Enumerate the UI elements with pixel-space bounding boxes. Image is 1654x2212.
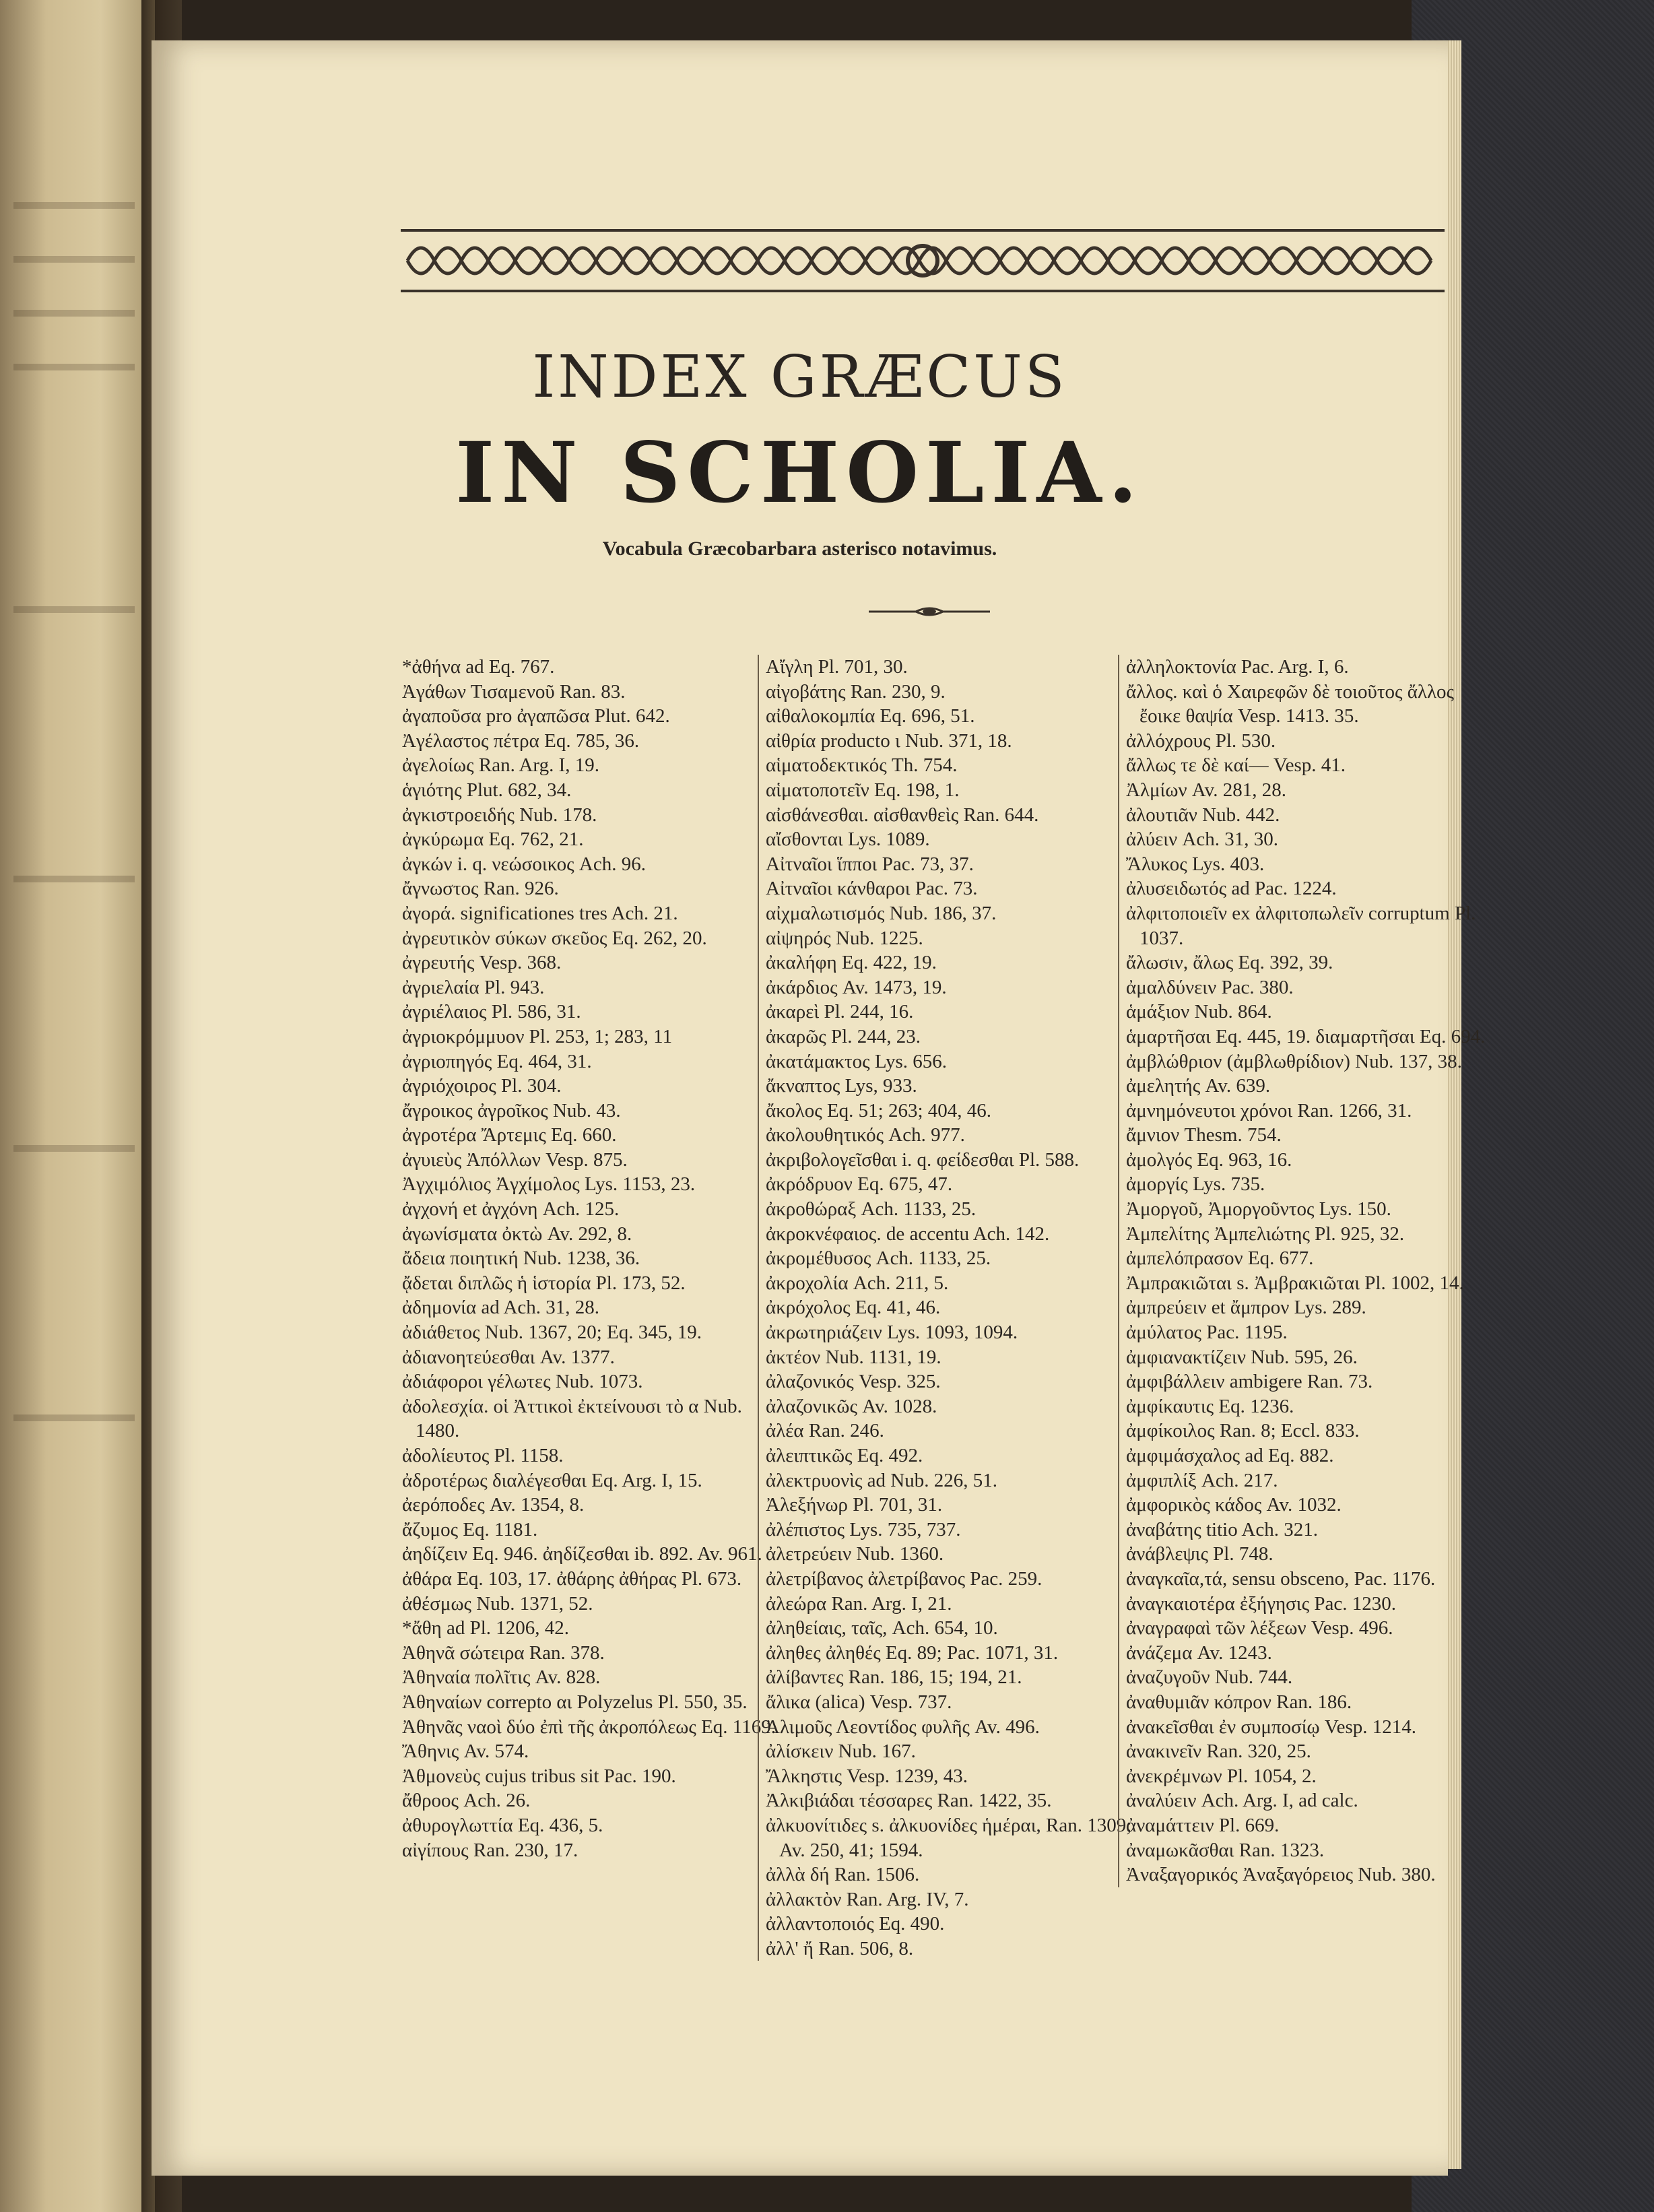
index-entry: ἀλφιτοποιεῖν ex ἀλφιτοπωλεῖν corruptum Pl. 1037.: [1126, 902, 1476, 949]
index-entry: ἀλλαντοποιός Eq. 490.: [766, 1913, 945, 1935]
index-entry: ἀγριέλαιος Pl. 586, 31.: [402, 1001, 581, 1023]
index-entry: ἄλικα (alica) Vesp. 737.: [766, 1691, 952, 1713]
index-entry: ἀερόποδες Av. 1354, 8.: [402, 1494, 585, 1516]
divider-ornament: [869, 604, 990, 620]
index-entry: ἀμελητής Av. 639.: [1126, 1075, 1271, 1097]
index-note: Vocabula Græcobarbara asterisco notavimus.: [602, 538, 997, 560]
index-entry: ἀδιάθετος Nub. 1367, 20; Eq. 345, 19.: [402, 1322, 702, 1344]
index-entry: ἀκαρεὶ Pl. 244, 16.: [766, 1001, 914, 1023]
index-entry: ἀκαρῶς Pl. 244, 23.: [766, 1025, 921, 1047]
index-entry: ἀνακινεῖν Ran. 320, 25.: [1126, 1741, 1311, 1763]
index-entry: ἀγωνίσματα ὀκτὼ Av. 292, 8.: [402, 1223, 632, 1245]
index-entry: ἀλκυονίτιδες s. ἀλκυονίδες ἡμέραι, Ran. 1309; Av. 250, 41; 1594.: [766, 1814, 1132, 1861]
index-entry: ἀκροθώραξ Ach. 1133, 25.: [766, 1198, 977, 1221]
index-entry: ἀμολγός Eq. 963, 16.: [1126, 1148, 1292, 1171]
index-entry: ἀνεκρέμνων Pl. 1054, 2.: [1126, 1765, 1317, 1787]
index-entry: ἀλαζονικῶς Av. 1028.: [766, 1395, 937, 1417]
index-entry: ἀκρόχολος Eq. 41, 46.: [766, 1297, 941, 1319]
index-entry: Ἀμπρακιῶται s. Ἀμβρακιῶται Pl. 1002, 14.: [1126, 1272, 1464, 1294]
index-entry: ἀλετρεύειν Nub. 1360.: [766, 1543, 944, 1565]
index-entry: ἀναγκαιοτέρα ἐξήγησις Pac. 1230.: [1126, 1592, 1396, 1615]
index-entry: αἴσθονται Lys. 1089.: [766, 828, 930, 851]
index-entry: ἀναγραφαὶ τῶν λέξεων Vesp. 496.: [1126, 1617, 1393, 1639]
index-entry: ἄγνωστος Ran. 926.: [402, 878, 559, 900]
index-entry: ἄλλος. καὶ ὁ Χαιρεφῶν δὲ τοιοῦτος ἄλλος ἔοικε θαψία Vesp. 1413. 35.: [1126, 680, 1455, 727]
index-entry: Ἄθηνις Av. 574.: [402, 1741, 529, 1763]
index-entry: Ἀγέλαστος πέτρα Eq. 785, 36.: [402, 729, 640, 752]
index-entry: ἀκατάμακτος Lys. 656.: [766, 1050, 947, 1072]
index-entry: ἀγορά. significationes tres Ach. 21.: [402, 902, 678, 924]
index-entry: ἀμφιανακτίζειν Nub. 595, 26.: [1126, 1346, 1358, 1368]
index-entry: *ἄθη ad Pl. 1206, 42.: [402, 1617, 570, 1639]
index-entry: ἀγρευτικὸν σύκων σκεῦος Eq. 262, 20.: [402, 927, 707, 949]
index-entry: ἀναζυγοῦν Nub. 744.: [1126, 1666, 1293, 1689]
index-entry: Ἀλεξήνωρ Pl. 701, 31.: [766, 1494, 943, 1516]
index-entry: ἀκρομέθυσος Ach. 1133, 25.: [766, 1247, 991, 1270]
index-entry: ἀγριελαία Pl. 943.: [402, 976, 545, 998]
index-title: INDEX GRÆCUS: [532, 344, 1067, 411]
index-entry: Ἀναξαγορικός Ἀναξαγόρειος Nub. 380.: [1126, 1864, 1436, 1886]
index-entry: ἄμνιον Thesm. 754.: [1126, 1124, 1282, 1146]
index-entry: ἀγριοπηγός Eq. 464, 31.: [402, 1050, 592, 1072]
index-column-1: [402, 655, 779, 1862]
index-entry: ἀμφιβάλλειν ambigere Ran. 73.: [1126, 1371, 1373, 1393]
index-entry: ἀλουτιᾶν Nub. 442.: [1126, 804, 1280, 826]
index-entry: ἀγκών i. q. νεώσοικος Ach. 96.: [402, 853, 646, 875]
index-entry: ἀθυρογλωττία Eq. 436, 5.: [402, 1814, 603, 1836]
index-entry: ἀμφορικὸς κάδος Av. 1032.: [1126, 1494, 1342, 1516]
index-entry: ἀμφιπλίξ Ach. 217.: [1126, 1469, 1278, 1491]
index-entry: ἀναγκαῖα,τά, sensu obsceno, Pac. 1176.: [1126, 1567, 1436, 1590]
index-entry: ἀλλὰ δή Ran. 1506.: [766, 1864, 920, 1886]
index-column-2: [758, 655, 1143, 1961]
index-entry: ἀκρόδρυον Eq. 675, 47.: [766, 1173, 953, 1196]
index-entry: ἀκτέον Nub. 1131, 19.: [766, 1346, 941, 1368]
index-entry: Ἄλκηστις Vesp. 1239, 43.: [766, 1765, 968, 1787]
index-entry: Ἀγχιμόλιος Ἀγχίμολος Lys. 1153, 23.: [402, 1173, 696, 1196]
index-entry: Ἀθηνᾶς ναοὶ δύο ἐπὶ τῆς ἀκροπόλεως Eq. 1169.: [402, 1716, 776, 1738]
index-entry: ἀμνημόνευτοι χρόνοι Ran. 1266, 31.: [1126, 1099, 1412, 1121]
index-entry: ἀναθυμιᾶν κόπρον Ran. 186.: [1126, 1691, 1352, 1713]
index-entry: ἀλίβαντες Ran. 186, 15; 194, 21.: [766, 1666, 1022, 1689]
index-entry: ἄκναπτος Lys, 933.: [766, 1075, 917, 1097]
index-entry: ἀκαλήφη Eq. 422, 19.: [766, 952, 937, 974]
index-entry: ἀγρευτής Vesp. 368.: [402, 952, 562, 974]
index-entry: αἰγοβάτης Ran. 230, 9.: [766, 680, 946, 703]
index-entry: ἀλεκτρυονὶς ad Nub. 226, 51.: [766, 1469, 997, 1491]
index-entry: ἀγκύρωμα Eq. 762, 21.: [402, 828, 584, 851]
index-entry: ἄθροος Ach. 26.: [402, 1790, 531, 1812]
index-entry: ἀληθείαις, ταῖς, Ach. 654, 10.: [766, 1617, 998, 1639]
index-entry: ἄλωσιν, ἄλως Eq. 392, 39.: [1126, 952, 1333, 974]
index-entry: ἀδιάφοροι γέλωτες Nub. 1073.: [402, 1371, 643, 1393]
left-facing-page: [0, 0, 155, 2212]
index-entry: ἀνάζεμα Av. 1243.: [1126, 1641, 1272, 1664]
index-entry: ἀλεώρα Ran. Arg. I, 21.: [766, 1592, 952, 1615]
index-entry: ἀμπρεύειν et ἄμπρον Lys. 289.: [1126, 1297, 1366, 1319]
index-entry: ἀλλ' ἤ Ran. 506, 8.: [766, 1937, 914, 1959]
index-entry: ἀδολίευτος Pl. 1158.: [402, 1445, 564, 1466]
index-entry: ἀθέσμως Nub. 1371, 52.: [402, 1592, 593, 1615]
index-entry: ἀλειπτικῶς Eq. 492.: [766, 1445, 923, 1466]
index-entry: ἁμάξιον Nub. 864.: [1126, 1001, 1272, 1023]
index-entry: ἀλυσειδωτός ad Pac. 1224.: [1126, 878, 1337, 900]
index-entry: ἀμβλώθριον (ἀμβλωθρίδιον) Nub. 137, 38.: [1126, 1050, 1462, 1072]
index-entry: ἀγελοίως Ran. Arg. I, 19.: [402, 754, 599, 777]
index-entry: ἀμπελόπρασον Eq. 677.: [1126, 1247, 1314, 1270]
index-entry: ἀμοργίς Lys. 735.: [1126, 1173, 1265, 1196]
index-entry: Ἄλυκος Lys. 403.: [1126, 853, 1265, 875]
index-entry: ἀμύλατος Pac. 1195.: [1126, 1322, 1288, 1344]
index-subject-title: IN SCHOLIA.: [455, 424, 1144, 522]
index-entry: ἀδιανοητεύεσθαι Av. 1377.: [402, 1346, 615, 1368]
index-entry: Αἰτναῖοι ἵπποι Pac. 73, 37.: [766, 853, 974, 875]
index-entry: Ἀθηνᾶ σώτειρα Ran. 378.: [402, 1641, 605, 1664]
index-entry: αἰθρία producto ι Nub. 371, 18.: [766, 729, 1012, 752]
index-entry: ἀλλόχρους Pl. 530.: [1126, 729, 1276, 752]
index-entry: Ἀθηναίων correpto αι Polyzelus Pl. 550, 35.: [402, 1691, 748, 1713]
index-entry: ἀδολεσχία. οἱ Ἀττικοὶ ἐκτείνουσι τὸ α Nub. 1480.: [402, 1395, 742, 1442]
index-entry: αἰχμαλωτισμός Nub. 186, 37.: [766, 902, 997, 924]
index-entry: ἀλλακτὸν Ran. Arg. IV, 7.: [766, 1888, 969, 1910]
index-entry: αἰθαλοκομπία Eq. 696, 51.: [766, 705, 975, 727]
index-entry: ἀδημονία ad Ach. 31, 28.: [402, 1297, 600, 1319]
index-entry: ἀθάρα Eq. 103, 17. ἀθάρης ἀθήρας Pl. 673.: [402, 1567, 742, 1590]
index-entry: αἰγίπους Ran. 230, 17.: [402, 1839, 578, 1861]
index-entry: ἀδροτέρως διαλέγεσθαι Eq. Arg. I, 15.: [402, 1469, 702, 1491]
index-entry: ἀναμάττειν Pl. 669.: [1126, 1814, 1280, 1836]
index-entry: ἀκολουθητικός Ach. 977.: [766, 1124, 965, 1146]
index-entry: ἀλέπιστος Lys. 735, 737.: [766, 1518, 961, 1540]
index-entry: ἄζυμος Eq. 1181.: [402, 1518, 538, 1540]
index-entry: ἀμφιμάσχαλος ad Eq. 882.: [1126, 1445, 1334, 1466]
index-entry: ἀκρωτηριάζειν Lys. 1093, 1094.: [766, 1322, 1018, 1344]
index-entry: Ἀμοργοῦ, Ἀμοργοῦντος Lys. 150.: [1126, 1198, 1391, 1221]
index-entry: ἀηδίζειν Eq. 946. ἀηδίζεσθαι ib. 892. Av. 961.: [402, 1543, 762, 1565]
index-entry: ἀγριοκρόμμυον Pl. 253, 1; 283, 11: [402, 1025, 673, 1047]
index-entry: ἀκροκνέφαιος. de accentu Ach. 142.: [766, 1223, 1050, 1245]
index-entry: ἀναβάτης titio Ach. 321.: [1126, 1518, 1318, 1540]
index-entry: Ἀθμονεὺς cujus tribus sit Pac. 190.: [402, 1765, 676, 1787]
index-entry: Ἀγάθων Τισαμενοῦ Ran. 83.: [402, 680, 626, 703]
index-column-3: [1118, 655, 1490, 1887]
index-entry: ἀγριόχοιρος Pl. 304.: [402, 1075, 562, 1097]
index-entry: ἀλίσκειν Nub. 167.: [766, 1741, 916, 1763]
index-entry: ἀκριβολογεῖσθαι i. q. φείδεσθαι Pl. 588.: [766, 1148, 1080, 1171]
index-entry: Ἀθηναία πολῖτις Av. 828.: [402, 1666, 601, 1689]
index-entry: αἱματοδεκτικός Th. 754.: [766, 754, 958, 777]
index-entry: ἀλληλοκτονία Pac. Arg. I, 6.: [1126, 656, 1349, 678]
index-page: [152, 40, 1486, 2176]
index-entry: ἀγχονή et ἀγχόνη Ach. 125.: [402, 1198, 620, 1221]
index-entry: ἀγυιεὺς Ἀπόλλων Vesp. 875.: [402, 1148, 628, 1171]
index-entry: ἀκάρδιος Av. 1473, 19.: [766, 976, 947, 998]
index-entry: ἀλέα Ran. 246.: [766, 1420, 884, 1442]
index-entry: αἱματοποτεῖν Eq. 198, 1.: [766, 779, 960, 801]
index-entry: ἄγροικος ἀγροῖκος Nub. 43.: [402, 1099, 621, 1121]
index-entry: ἁμαρτῆσαι Eq. 445, 19. διαμαρτῆσαι Eq. 694.: [1126, 1025, 1486, 1047]
index-entry: ἀνάβλεψις Pl. 748.: [1126, 1543, 1273, 1565]
index-entry: ἄλλως τε δὲ καί— Vesp. 41.: [1126, 754, 1346, 777]
index-entry: ἀμαλδύνειν Pac. 380.: [1126, 976, 1294, 998]
index-entry: *ἀθήνα ad Eq. 767.: [402, 656, 555, 678]
index-entry: ἀμφίκαυτις Eq. 1236.: [1126, 1395, 1294, 1417]
index-entry: Αἴγλη Pl. 701, 30.: [766, 656, 908, 678]
index-entry: ἀλύειν Ach. 31, 30.: [1126, 828, 1278, 851]
index-entry: Ἀλμίων Av. 281, 28.: [1126, 779, 1286, 801]
index-entry: ἀμφίκοιλος Ran. 8; Eccl. 833.: [1126, 1420, 1360, 1442]
index-entry: ἀνακεῖσθαι ἐν συμποσίῳ Vesp. 1214.: [1126, 1716, 1416, 1738]
index-entry: ἀναμωκᾶσθαι Ran. 1323.: [1126, 1839, 1325, 1861]
index-entry: Αἰτναῖοι κάνθαροι Pac. 73.: [766, 878, 978, 900]
index-entry: ἀγκιστροειδής Nub. 178.: [402, 804, 597, 826]
index-entry: Ἀλκιβιάδαι τέσσαρες Ran. 1422, 35.: [766, 1790, 1052, 1812]
index-entry: ἀληθες ἀληθές Eq. 89; Pac. 1071, 31.: [766, 1641, 1059, 1664]
header-ornament-band: [401, 224, 1445, 298]
index-entry: ᾄδεται διπλῶς ἡ ἱστορία Pl. 173, 52.: [402, 1272, 686, 1294]
index-entry: Ἀμπελίτης Ἀμπελιώτης Pl. 925, 32.: [1126, 1223, 1405, 1245]
index-entry: ἁγιότης Plut. 682, 34.: [402, 779, 572, 801]
index-entry: ἄδεια ποιητική Nub. 1238, 36.: [402, 1247, 640, 1270]
index-entry: ἀλετρίβανος ἀλετρίβανος Pac. 259.: [766, 1567, 1043, 1590]
index-entry: ἀκροχολία Ach. 211, 5.: [766, 1272, 949, 1294]
index-entry: ἄκολος Eq. 51; 263; 404, 46.: [766, 1099, 992, 1121]
index-entry: ἀλαζονικός Vesp. 325.: [766, 1371, 941, 1393]
index-entry: αἰσθάνεσθαι. αἰσθανθεὶς Ran. 644.: [766, 804, 1039, 826]
index-entry: ἀγαποῦσα pro ἀγαπῶσα Plut. 642.: [402, 705, 670, 727]
index-entry: αἰψηρός Nub. 1225.: [766, 927, 923, 949]
index-entry: Ἀλιμοῦς Λεοντίδος φυλῆς Av. 496.: [766, 1716, 1040, 1738]
index-entry: ἀγροτέρα Ἄρτεμις Eq. 660.: [402, 1124, 617, 1146]
index-entry: ἀναλύειν Ach. Arg. I, ad calc.: [1126, 1790, 1358, 1812]
